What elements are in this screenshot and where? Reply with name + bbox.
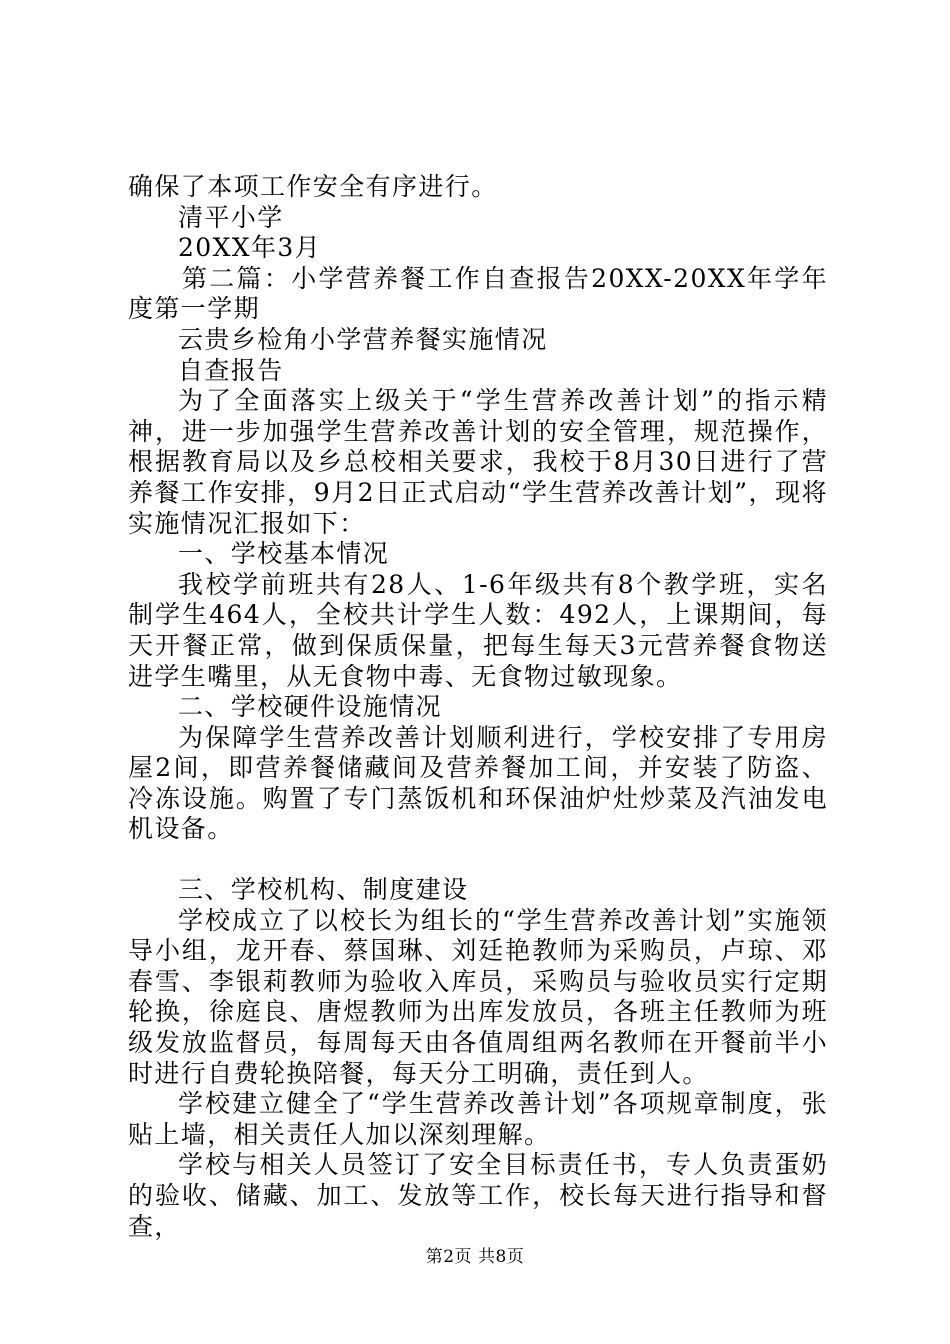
paragraph-rules: 学校建立健全了“学生营养改善计划”各项规章制度，张贴上墙，相关责任人加以深刻理解。 bbox=[128, 1089, 828, 1149]
heading-basic-info: 一、学校基本情况 bbox=[178, 539, 390, 569]
signature-school: 清平小学 bbox=[178, 202, 284, 232]
report-subtitle: 云贵乡检角小学营养餐实施情况 bbox=[178, 324, 548, 354]
paragraph-responsibility: 学校与相关人员签订了安全目标责任书，专人负责蛋奶的验收、储藏、加工、发放等工作，校长每天进行指导和督查， bbox=[128, 1150, 828, 1241]
heading-organization: 三、学校机构、制度建设 bbox=[178, 875, 469, 905]
page-number: 第2页 共8页 bbox=[425, 1247, 525, 1267]
paragraph-organization: 学校成立了以校长为组长的“学生营养改善计划”实施领导小组，龙开春、蔡国琳、刘廷艳教师为采购员，卢琼、邓春雪、李银莉教师为验收入库员，采购员与验收员实行定期轮换，徐庭良、唐煜教师为出库发放员，各班主任教师为班级发放监督员，每周每天由各值周组两名教师在开餐前半小时进行自费轮换陪餐，每天分工明确，责任到人。 bbox=[128, 905, 828, 1088]
paragraph-hardware: 为保障学生营养改善计划顺利进行，学校安排了专用房屋2间，即营养餐储藏间及营养餐加工间，并安装了防盗、冷冻设施。购置了专门蒸饭机和环保油炉灶炒菜及汽油发电机设备。 bbox=[128, 722, 828, 844]
signature-date: 20XX年3月 bbox=[178, 233, 322, 263]
heading-hardware: 二、学校硬件设施情况 bbox=[178, 692, 443, 722]
document-body bbox=[128, 172, 828, 1242]
report-heading: 自查报告 bbox=[178, 355, 284, 385]
paragraph-gap bbox=[128, 845, 828, 875]
paragraph-continuation: 确保了本项工作安全有序进行。 bbox=[128, 172, 498, 201]
paragraph-basic-info: 我校学前班共有28人、1-6年级共有8个教学班，实名制学生464人，全校共计学生人数：492人，上课期间，每天开餐正常，做到保质保量，把每生每天3元营养餐食物送进学生嘴里，从无食物中毒、无食物过敏现象。 bbox=[128, 569, 828, 691]
paragraph-intro: 为了全面落实上级关于“学生营养改善计划”的指示精神，进一步加强学生营养改善计划的安全管理，规范操作，根据教育局以及乡总校相关要求，我校于8月30日进行了营养餐工作安排，9月2日正式启动“学生营养改善计划”，现将实施情况汇报如下： bbox=[128, 386, 828, 538]
section-title: 第二篇：小学营养餐工作自查报告20XX-20XX年学年度第一学期 bbox=[128, 263, 828, 324]
